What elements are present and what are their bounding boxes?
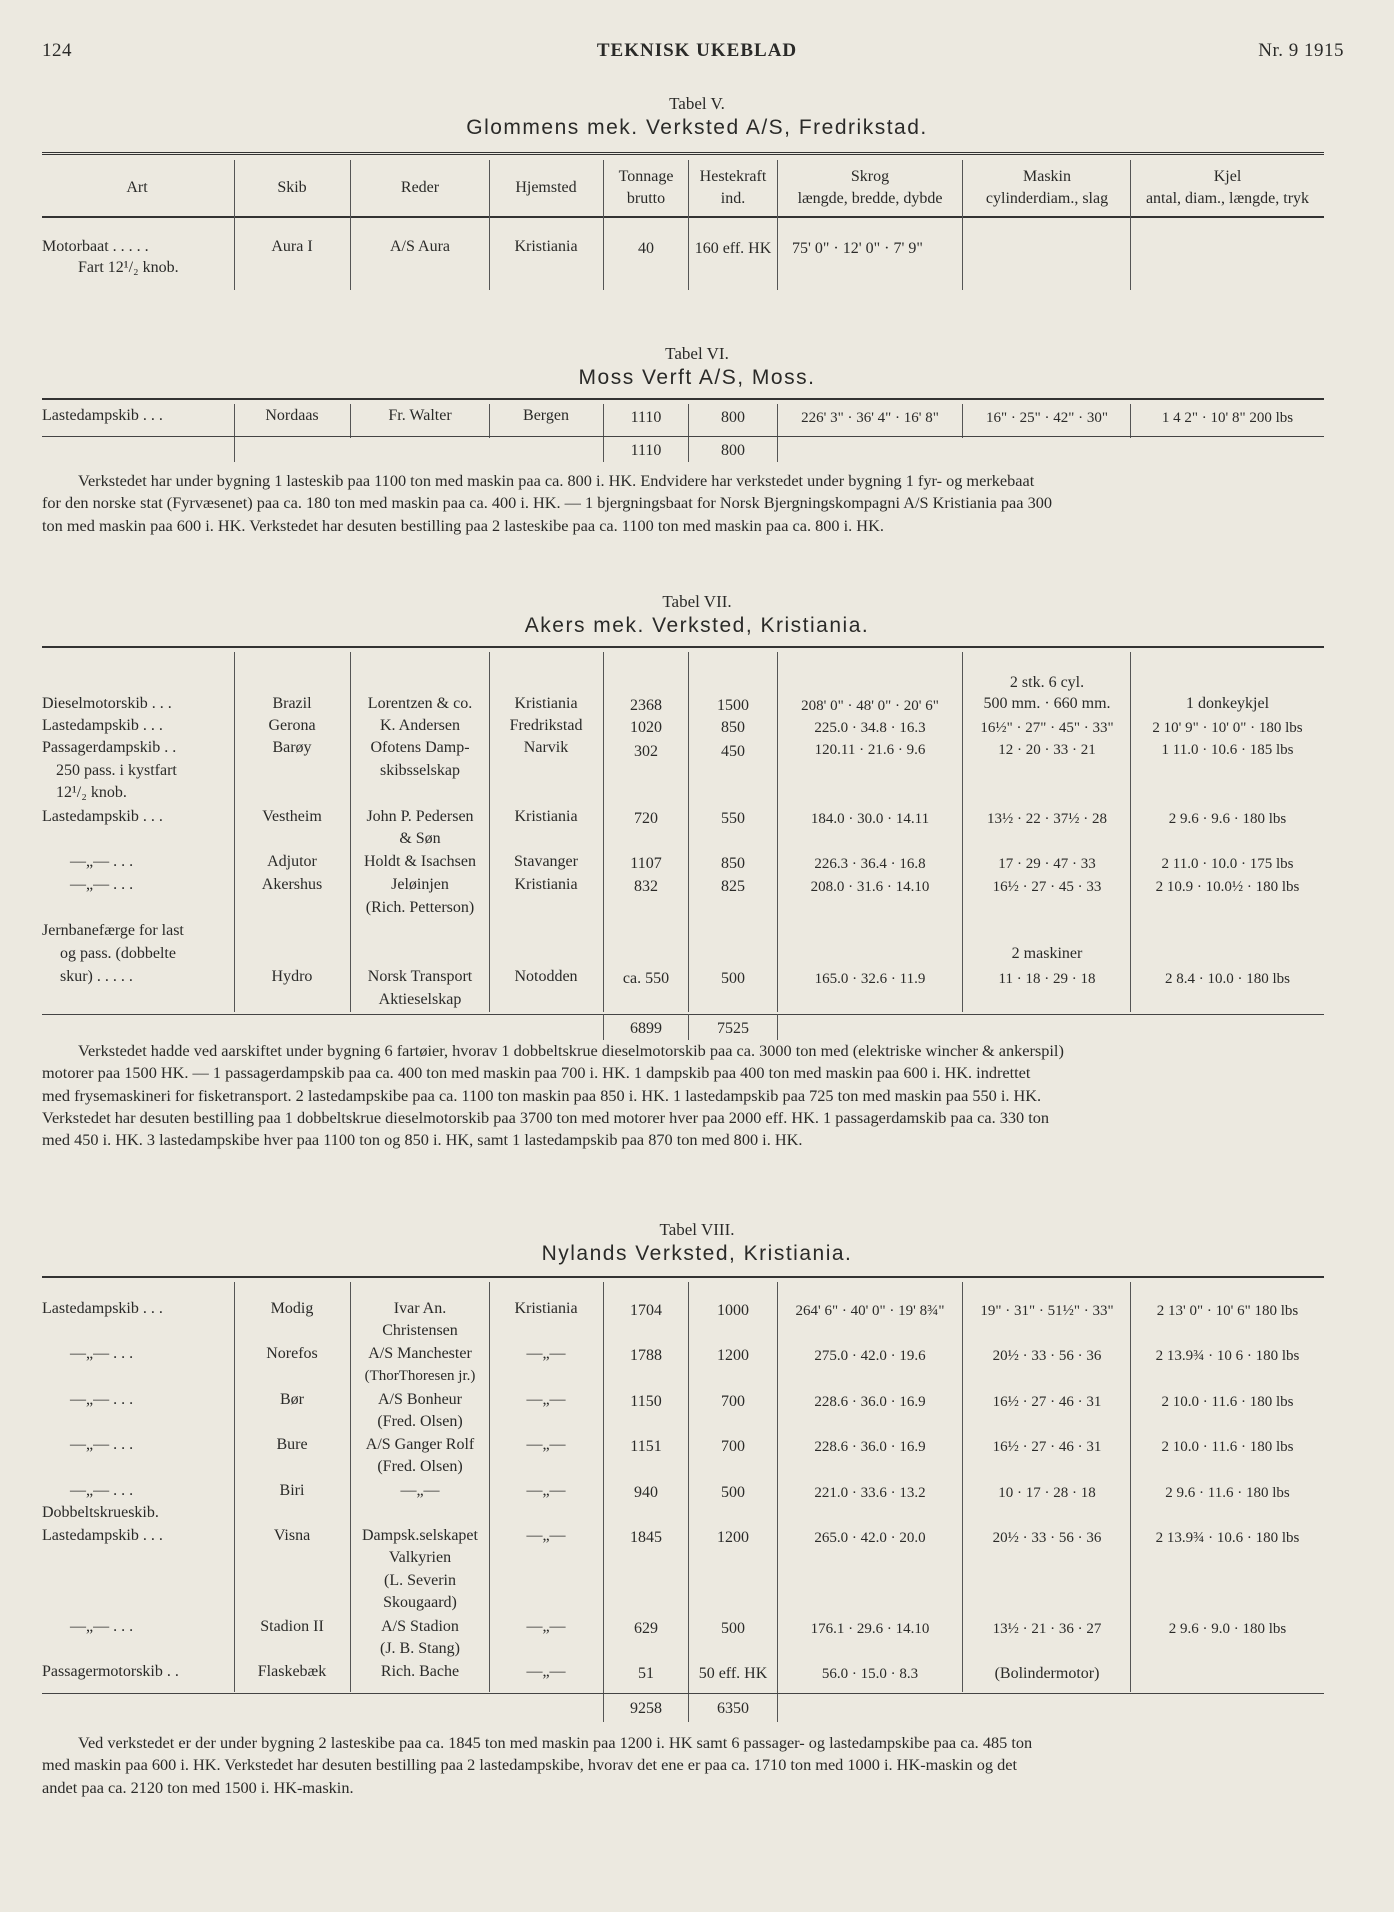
table-row-hjemsted: —„— — [526, 1436, 566, 1453]
issue-label: Nr. 9 1915 — [1258, 40, 1344, 61]
paragraph-line: med 450 i. HK. 3 lastedampskibe hver paa 1100 ton og 850 i. HK, samt 1 lastedampskib paa 870 ton med 800 i. HK. — [42, 1130, 803, 1150]
table-row-skib: Hydro — [271, 968, 313, 985]
table-row-tonnage: 832 — [634, 878, 658, 895]
table-6-hk: 800 — [721, 409, 745, 426]
table-6-total-tonnage: 1110 — [630, 442, 662, 459]
table-row-reder-cont: (J. B. Stang) — [380, 1640, 460, 1657]
table-row-maskin: 16½ · 27 · 46 · 31 — [992, 1394, 1102, 1410]
table-row-kjel: 2 10.0 · 11.6 · 180 lbs — [1161, 1439, 1294, 1455]
table-5-col-divider — [234, 160, 235, 290]
table-row-tonnage: 629 — [634, 1620, 658, 1637]
col-tonnage-sub: brutto — [626, 190, 666, 207]
table-6-caption: Tabel VI. — [665, 344, 729, 363]
table-row-skib: Biri — [279, 1482, 305, 1499]
table-6-title: Moss Verft A/S, Moss. — [578, 366, 816, 389]
col-skrog-header: Skrog — [850, 168, 890, 185]
table-row-reder: John P. Pedersen — [366, 808, 474, 825]
table-row-tonnage: 940 — [634, 1484, 658, 1501]
table-row-skrog: 225.0 · 34.8 · 16.3 — [814, 720, 926, 736]
table-row-skrog: 184.0 · 30.0 · 14.11 — [810, 811, 930, 827]
journal-title: TEKNISK UKEBLAD — [596, 40, 798, 61]
table-row-hk: 550 — [721, 810, 745, 827]
table-row-reder: A/S Bonheur — [378, 1391, 462, 1408]
table-row-reder: Jeløinjen — [391, 876, 449, 893]
table-row-art: —„— . . . — [70, 876, 134, 893]
table-6-hjemsted: Bergen — [523, 407, 569, 424]
table-8-title: Nylands Verksted, Kristiania. — [541, 1242, 853, 1265]
table-5-title: Glommens mek. Verksted A/S, Fredrikstad. — [466, 116, 928, 139]
table-5-art: Motorbaat . . . . . — [42, 238, 149, 255]
table-row-tonnage: 1150 — [630, 1393, 662, 1410]
table-6-skib: Nordaas — [265, 407, 319, 424]
table-row-hjemsted: —„— — [526, 1618, 566, 1635]
table-row-maskin: 19" · 31" · 51½" · 33" — [980, 1303, 1114, 1319]
table-row-kjel: 2 13' 0" · 10' 6" 180 lbs — [1156, 1303, 1299, 1319]
table-row-reder: Dampsk.selskapet — [362, 1527, 478, 1544]
col-reder-header: Reder — [400, 179, 440, 196]
table-row-maskin: 12 · 20 · 33 · 21 — [998, 742, 1096, 758]
col-art-header: Art — [126, 179, 148, 196]
table-row-kjel: 2 10.0 · 11.6 · 180 lbs — [1161, 1394, 1294, 1410]
table-5-col-divider — [962, 160, 963, 290]
table-row-art: —„— . . . — [70, 1482, 134, 1499]
table-5-col-divider — [603, 160, 604, 290]
table-row-reder-cont: Christensen — [382, 1322, 458, 1339]
table-5-tonnage: 40 — [638, 240, 654, 257]
table-row-kjel: 2 8.4 · 10.0 · 180 lbs — [1165, 971, 1290, 987]
page-number: 124 — [42, 40, 72, 61]
table-row-hjemsted: Fredrikstad — [509, 717, 583, 734]
table-row-maskin: 13½ · 22 · 37½ · 28 — [987, 811, 1107, 827]
table-row-tonnage: 1020 — [630, 719, 662, 736]
table-5-art-note: Fart 12¹/₂ knob. — [78, 259, 179, 276]
table-row-hjemsted: Stavanger — [514, 853, 578, 870]
table-row-maskin: 10 · 17 · 28 · 18 — [998, 1485, 1096, 1501]
table-row-skrog: 120.11 · 21.6 · 9.6 — [814, 742, 926, 758]
table-5-hk: 160 eff. HK — [694, 240, 772, 257]
table-6-total-hk: 800 — [721, 442, 745, 459]
table-row-tonnage: 1845 — [630, 1529, 662, 1546]
table-row-kjel: 2 11.0 · 10.0 · 175 lbs — [1161, 856, 1294, 872]
table-row-reder: K. Andersen — [380, 717, 460, 734]
table-row-reder-cont: Valkyrien — [388, 1549, 452, 1566]
table-row-art: —„— . . . — [70, 1436, 134, 1453]
table-row-hjemsted: —„— — [526, 1482, 566, 1499]
table-6-tonnage: 1110 — [630, 409, 662, 426]
table-row-art: Passagerdampskib . . — [42, 739, 177, 756]
table-row-hjemsted: —„— — [526, 1345, 566, 1362]
paragraph-line: andet paa ca. 2120 ton med 1500 i. HK-maskin. — [42, 1777, 354, 1797]
table-row-reder-cont: (Rich. Petterson) — [365, 899, 475, 916]
table-row-skrog: 208' 0" · 48' 0" · 20' 6" — [801, 698, 939, 714]
table-row-hk: 1500 — [717, 697, 749, 714]
table-row-maskin: 11 · 18 · 29 · 18 — [998, 971, 1096, 987]
table-row-tonnage: 1788 — [630, 1347, 662, 1364]
paragraph-line: Verkstedet hadde ved aarskiftet under bygning 6 fartøier, hvorav 1 dobbeltskrue dieselmotorskib paa ca. 3000 ton med (elektriske wincher & ankerspil) — [78, 1041, 1064, 1060]
table-row-reder: Rich. Bache — [380, 1663, 460, 1680]
table-7-total-tonnage: 6899 — [630, 1020, 662, 1037]
table-row-art: Jernbanefærge for last — [42, 922, 184, 939]
table-8-top-rule — [42, 1276, 1324, 1278]
table-row-hk: 850 — [721, 719, 745, 736]
table-row-hjemsted: Kristiania — [514, 695, 578, 712]
table-7-sum-rule — [42, 1014, 1324, 1015]
table-7-caption: Tabel VII. — [662, 592, 732, 611]
table-row-kjel: 2 9.6 · 11.6 · 180 lbs — [1165, 1485, 1290, 1501]
table-row-skib: Flaskebæk — [257, 1663, 327, 1680]
table-6-skrog: 226' 3" · 36' 4" · 16' 8" — [801, 410, 939, 426]
paragraph-line: med frysemaskineri for fisketransport. 2 lastedampskibe paa ca. 1100 ton maskin paa 850 i. HK. 1 lastedampskib paa 725 ton med maskin paa 550 i. HK. — [42, 1085, 1042, 1105]
table-row-skrog: 165.0 · 32.6 · 11.9 — [814, 971, 926, 987]
table-row-art-note: og pass. (dobbelte — [60, 945, 176, 962]
table-7-maskin-note: 2 stk. 6 cyl. — [1009, 674, 1085, 691]
table-row-skrog: 228.6 · 36.0 · 16.9 — [814, 1439, 926, 1455]
col-maskin-header: Maskin — [1023, 168, 1071, 185]
table-row-maskin-note: 2 maskiner — [1011, 945, 1083, 962]
table-row-hk: 1200 — [717, 1347, 749, 1364]
table-row-maskin: 16½ · 27 · 45 · 33 — [992, 879, 1102, 895]
table-row-reder: Ivar An. — [393, 1300, 447, 1317]
table-row-art: Lastedampskib . . . — [42, 717, 163, 734]
table-5-col-divider — [777, 160, 778, 290]
table-row-skrog: 208.0 · 31.6 · 14.10 — [810, 879, 930, 895]
table-row-reder-cont: (Fred. Olsen) — [377, 1458, 463, 1475]
table-row-skrog: 56.0 · 15.0 · 8.3 — [821, 1666, 919, 1682]
paragraph-line: med maskin paa 600 i. HK. Verkstedet har desuten bestilling paa 2 lastedampskibe, hvorav det ene er paa ca. 1710 ton med 1000 i. HK-maskin og det — [42, 1755, 1017, 1775]
table-row-hk: 500 — [721, 970, 745, 987]
table-row-skrog: 176.1 · 29.6 · 14.10 — [810, 1621, 930, 1637]
table-row-skib: Modig — [270, 1300, 314, 1317]
table-row-hk: 500 — [721, 1620, 745, 1637]
table-row-maskin: 16½" · 27" · 45" · 33" — [980, 720, 1114, 736]
table-row-tonnage: ca. 550 — [622, 970, 670, 987]
table-row-maskin: 16½ · 27 · 46 · 31 — [992, 1439, 1102, 1455]
table-7-kjel-note: 1 donkeykjel — [1185, 695, 1270, 712]
table-6-reder: Fr. Walter — [388, 407, 452, 424]
col-skib-header: Skib — [277, 179, 307, 196]
col-kjel-sub: antal, diam., længde, tryk — [1145, 190, 1310, 207]
table-8-caption: Tabel VIII. — [659, 1220, 735, 1239]
table-row-kjel: 2 10.9 · 10.0½ · 180 lbs — [1155, 879, 1300, 895]
table-row-art: —„— . . . — [70, 1345, 134, 1362]
table-6-top-rule — [42, 398, 1324, 400]
table-row-skrog: 226.3 · 36.4 · 16.8 — [814, 856, 926, 872]
table-row-reder-cont: (L. Severin — [384, 1572, 456, 1589]
table-row-maskin: (Bolindermotor) — [994, 1665, 1100, 1682]
paragraph-line: ton med maskin paa 600 i. HK. Verkstedet har desuten bestilling paa 2 lasteskibe paa ca. 1100 ton med maskin paa ca. 800 i. HK. — [42, 515, 884, 535]
table-7-paragraph — [42, 1040, 1324, 1151]
table-row-reder-cont: (ThorThoresen jr.) — [364, 1368, 476, 1384]
table-7-maskin-note2: 500 mm. · 660 mm. — [983, 695, 1111, 712]
table-6-art: Lastedampskib . . . — [42, 407, 163, 424]
table-row-skib: Norefos — [266, 1345, 318, 1362]
table-7-top-rule — [42, 646, 1324, 648]
table-row-hk: 700 — [721, 1438, 745, 1455]
table-row-skrog: 265.0 · 42.0 · 20.0 — [814, 1530, 926, 1546]
table-7-total-hk: 7525 — [717, 1020, 749, 1037]
col-hk-header: Hestekraft — [699, 168, 767, 185]
table-row-skrog: 221.0 · 33.6 · 13.2 — [814, 1485, 926, 1501]
table-row-skib: Brazil — [272, 695, 312, 712]
table-row-reder: A/S Ganger Rolf — [365, 1436, 475, 1453]
table-row-hjemsted: Notodden — [514, 968, 578, 985]
table-row-reder-cont: Skougaard) — [383, 1594, 457, 1611]
table-row-reder: A/S Manchester — [368, 1345, 472, 1362]
table-row-maskin: 20½ · 33 · 56 · 36 — [992, 1530, 1102, 1546]
table-row-art: Lastedampskib . . . — [42, 1527, 163, 1544]
table-row-kjel: 2 13.9¾ · 10 6 · 180 lbs — [1155, 1348, 1300, 1364]
table-row-hk: 500 — [721, 1484, 745, 1501]
table-row-hk: 1000 — [717, 1302, 749, 1319]
table-5-col-divider — [350, 160, 351, 290]
table-row-art: Passagermotorskib . . — [42, 1663, 179, 1680]
table-row-tonnage: 2368 — [630, 697, 662, 714]
table-row-skib: Gerona — [268, 717, 316, 734]
table-row-art: —„— . . . — [70, 853, 134, 870]
table-row-hk: 1200 — [717, 1529, 749, 1546]
table-row-reder: A/S Stadion — [381, 1618, 459, 1635]
table-row-reder: Lorentzen & co. — [367, 695, 473, 712]
paragraph-line: for den norske stat (Fyrvæsenet) paa ca. 180 ton med maskin paa ca. 400 i. HK. — 1 bjergningsbaat for Norsk Bjergningskompagni A/S Kristiania paa 300 — [42, 493, 1052, 513]
table-row-skib: Akershus — [261, 876, 323, 893]
table-5-skib: Aura I — [271, 238, 313, 255]
table-row-hk: 50 eff. HK — [698, 1665, 768, 1682]
col-hk-sub: ind. — [720, 190, 746, 207]
table-row-skib: Adjutor — [267, 853, 317, 870]
table-row-skrog: 264' 6" · 40' 0" · 19' 8¾" — [795, 1303, 945, 1319]
col-kjel-header: Kjel — [1213, 168, 1242, 185]
table-row-hjemsted: Kristiania — [514, 808, 578, 825]
table-row-skrog: 275.0 · 42.0 · 19.6 — [814, 1348, 926, 1364]
table-row-tonnage: 1151 — [630, 1438, 662, 1455]
table-8-sum-rule — [42, 1693, 1324, 1694]
table-row-hk: 825 — [721, 878, 745, 895]
table-row-hjemsted: —„— — [526, 1391, 566, 1408]
table-row-art: —„— . . . — [70, 1391, 134, 1408]
table-row-reder-cont: Aktieselskap — [378, 991, 462, 1008]
table-5-col-divider — [1130, 160, 1131, 290]
table-row-reder: Norsk Transport — [367, 968, 473, 985]
table-row-reder: Ofotens Damp- — [370, 739, 470, 756]
table-row-art: —„— . . . — [70, 1618, 134, 1635]
table-row-hjemsted: —„— — [526, 1527, 566, 1544]
table-8-total-tonnage: 9258 — [630, 1700, 662, 1717]
table-row-maskin: 13½ · 21 · 36 · 27 — [992, 1621, 1102, 1637]
table-row-hk: 700 — [721, 1393, 745, 1410]
col-skrog-sub: længde, bredde, dybde — [797, 190, 943, 207]
table-5-skrog: 75' 0" · 12' 0" · 7' 9" — [792, 240, 923, 257]
table-row-tonnage: 51 — [638, 1665, 654, 1682]
table-row-art-note: 250 pass. i kystfart — [56, 762, 177, 779]
table-5-top-rule — [42, 152, 1324, 157]
table-row-skib: Bør — [280, 1391, 304, 1408]
table-row-maskin: 20½ · 33 · 56 · 36 — [992, 1348, 1102, 1364]
table-8-total-hk: 6350 — [717, 1700, 749, 1717]
col-tonnage-header: Tonnage — [618, 168, 674, 185]
table-row-reder: Holdt & Isachsen — [364, 853, 476, 870]
paragraph-line: Verkstedet har under bygning 1 lasteskib paa 1100 ton med maskin paa ca. 800 i. HK. Endvidere har verkstedet under bygning 1 fyr- og merkebaat — [78, 471, 1035, 490]
table-6-paragraph — [42, 470, 1324, 537]
table-row-kjel: 2 9.6 · 9.0 · 180 lbs — [1168, 1621, 1287, 1637]
table-8-dobbelt-note: Dobbeltskrueskib. — [42, 1504, 159, 1521]
table-row-skib: Barøy — [272, 739, 312, 756]
table-row-tonnage: 720 — [634, 810, 658, 827]
table-7-col-divider — [777, 1014, 778, 1040]
table-row-hjemsted: —„— — [526, 1663, 566, 1680]
table-5-col-divider — [489, 160, 490, 290]
table-row-hjemsted: Narvik — [523, 739, 569, 756]
table-row-hk: 850 — [721, 855, 745, 872]
table-row-hjemsted: Kristiania — [514, 876, 578, 893]
paragraph-line: Verkstedet har desuten bestilling paa 1 dobbeltskrue dieselmotorskib paa 3700 ton med motorer hver paa 2000 eff. HK. 1 passagerdamskib paa ca. 330 ton — [42, 1107, 1050, 1127]
table-8-paragraph — [42, 1732, 1324, 1799]
col-maskin-sub: cylinderdiam., slag — [985, 190, 1109, 207]
table-row-art: Lastedampskib . . . — [42, 1300, 163, 1317]
table-5-hjemsted: Kristiania — [514, 238, 578, 255]
table-row-skib: Bure — [276, 1436, 308, 1453]
table-row-art: Dieselmotorskib . . . — [42, 695, 172, 712]
table-row-art-note: skur) . . . . . — [60, 968, 133, 985]
table-row-skib: Vestheim — [262, 808, 322, 825]
table-5-caption: Tabel V. — [669, 94, 725, 113]
paragraph-line: motorer paa 1500 HK. — 1 passagerdampskib paa ca. 400 ton med maskin paa 700 i. HK. 1 dampskib paa 400 ton med maskin paa 600 i. HK. indrettet — [42, 1063, 1031, 1083]
table-row-kjel: 2 10' 9" · 10' 0" · 180 lbs — [1152, 720, 1303, 736]
table-5-col-divider — [688, 160, 689, 290]
table-row-art-note: 12¹/₂ knob. — [56, 784, 127, 801]
paragraph-line: Ved verkstedet er der under bygning 2 lasteskibe paa ca. 1845 ton med maskin paa 1200 i. HK samt 6 passager- og lastedampskibe paa ca. 485 ton — [78, 1733, 1033, 1752]
table-7-title: Akers mek. Verksted, Kristiania. — [524, 614, 870, 637]
table-6-kjel: 1 4 2" · 10' 8" 200 lbs — [1161, 410, 1294, 426]
table-row-art: Lastedampskib . . . — [42, 808, 163, 825]
table-row-skrog: 228.6 · 36.0 · 16.9 — [814, 1394, 926, 1410]
table-row-hjemsted: Kristiania — [514, 1300, 578, 1317]
table-row-reder: —„— — [400, 1482, 440, 1499]
table-row-kjel: 2 9.6 · 9.6 · 180 lbs — [1168, 811, 1287, 827]
table-row-reder-cont: (Fred. Olsen) — [377, 1413, 463, 1430]
table-6-maskin: 16" · 25" · 42" · 30" — [986, 410, 1108, 426]
table-row-reder-cont: & Søn — [399, 830, 441, 847]
table-row-skib: Stadion II — [260, 1618, 324, 1635]
table-row-maskin: 17 · 29 · 47 · 33 — [998, 856, 1096, 872]
table-5-reder: A/S Aura — [390, 238, 450, 255]
table-row-tonnage: 1704 — [630, 1302, 662, 1319]
table-row-tonnage: 1107 — [630, 855, 662, 872]
table-row-tonnage: 302 — [634, 743, 658, 760]
table-row-kjel: 1 11.0 · 10.6 · 185 lbs — [1161, 742, 1294, 758]
table-row-kjel: 2 13.9¾ · 10.6 · 180 lbs — [1155, 1530, 1300, 1546]
table-row-reder-cont: skibsselskap — [380, 762, 460, 779]
table-row-hk: 450 — [721, 743, 745, 760]
table-6-sum-rule — [42, 436, 1324, 437]
col-hjemsted-header: Hjemsted — [515, 179, 577, 196]
table-row-skib: Visna — [273, 1527, 311, 1544]
